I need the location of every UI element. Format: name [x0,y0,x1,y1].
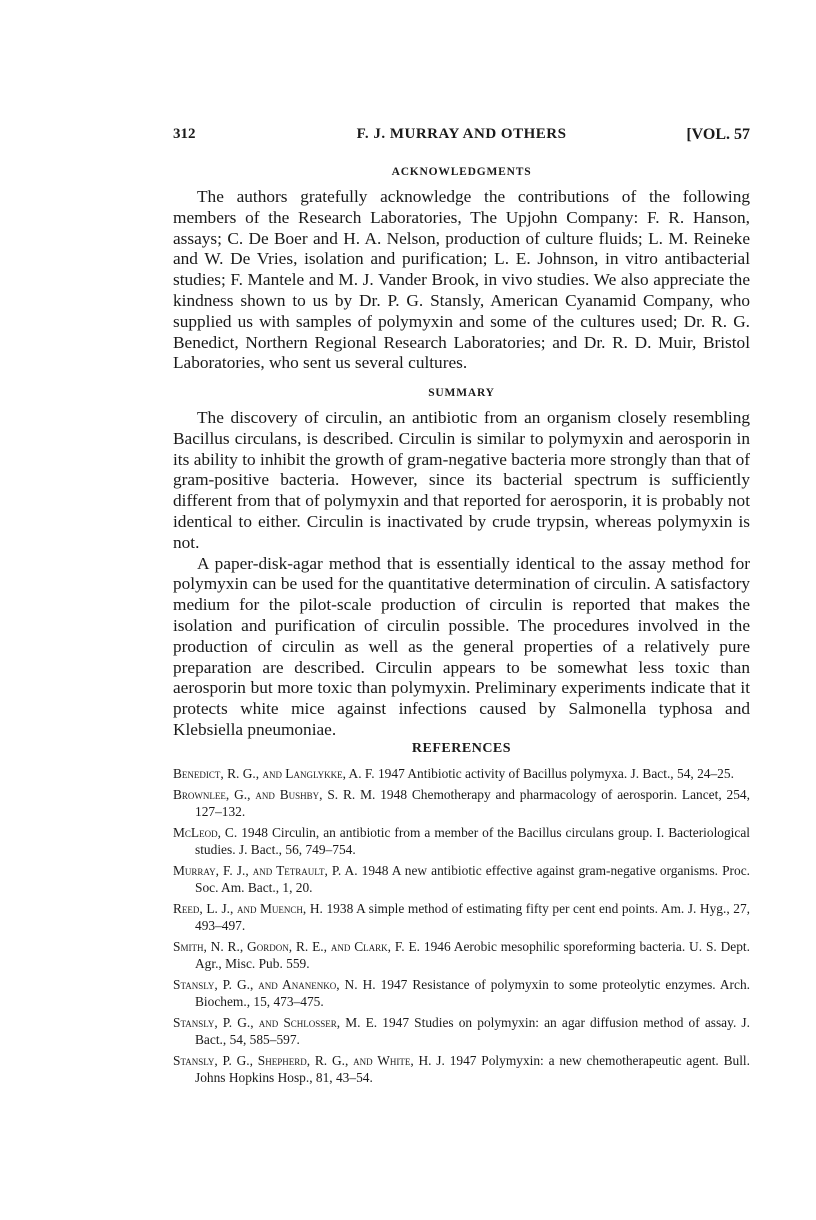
summary-paragraph: The discovery of circulin, an antibiotic from an organism closely resembling Bacillus circulans, is described. Circulin is similar to polymyxin and aerosporin in its ability to inhibit the growth of gram-negative bacteria more strongly than that of gram-positive bacteria. However, since its bacterial spectrum is sufficiently different from that of polymyxin and that reported for aerosporin, it is probably not identical to either. Circulin is inactivated by crude trypsin, whereas polymyxin is not. [173,408,750,552]
summary-body [173,408,750,741]
reference-item [173,938,750,973]
reference-item [173,786,750,821]
references-heading: REFERENCES [411,741,512,756]
acknowledgments-body [173,187,750,374]
reference-text: 1947 Polymyxin: a new chemotherapeutic agent. Bull. Johns Hopkins Hosp., 81, 43–54. [195,1052,750,1085]
reference-item [173,1014,750,1049]
reference-authors: Stansly, P. G., and Schlosser, M. E. [173,1014,378,1030]
summary-heading: SUMMARY [428,387,495,399]
reference-authors: Smith, N. R., Gordon, R. E., and Clark, F. E. [173,938,421,954]
summary-paragraph: A paper-disk-agar method that is essentially identical to the assay method for polymyxin can be used for the quantitative determination of circulin. A satisfactory medium for the pilot-scale production of circulin is reported that makes the isolation and purification of circulin possible. The procedures involved in the production of circulin as well as the general properties of a relatively pure preparation are described. Circulin appears to be somewhat less toxic than aerosporin but more toxic than polymyxin. Preliminary experiments indicate that it protects white mice against infections caused by Salmonella typhosa and Klebsiella pneumoniae. [173,553,750,739]
volume-label: [VOL. 57 [686,126,750,143]
reference-item [173,976,750,1011]
reference-text: 1947 Studies on polymyxin: an agar diffusion method of assay. J. Bact., 54, 585–597. [195,1014,750,1047]
acknowledgments-paragraph: The authors gratefully acknowledge the contributions of the following members of the Research Laboratories, The Upjohn Company: F. R. Hanson, assays; C. De Boer and H. A. Nelson, production of culture fluids; L. M. Reineke and W. De Vries, isolation and purification; L. E. Johnson, in vitro antibacterial studies; F. Mantele and M. J. Vander Brook, in vivo studies. We also appreciate the kindness shown to us by Dr. P. G. Stansly, American Cyanamid Company, who supplied us with samples of polymyxin and some of the cultures used; Dr. R. G. Benedict, Northern Regional Research Laboratories; and Dr. R. D. Muir, Bristol Laboratories, who sent us several cultures. [173,187,750,373]
reference-authors: McLeod, C. [173,824,238,840]
reference-authors: Benedict, R. G., and Langlykke, A. F. [173,766,375,781]
references-list [173,765,750,1090]
reference-item [173,1052,750,1087]
reference-text: 1948 Circulin, an antibiotic from a member of the Bacillus circulans group. I. Bacteriological studies. J. Bact., 56, 749–754. [195,824,751,857]
page-number: 312 [173,126,196,142]
running-head-authors: F. J. MURRAY AND OTHERS [356,126,567,142]
reference-authors: Stansly, P. G., Shepherd, R. G., and White, H. J. [173,1052,445,1068]
reference-authors: Stansly, P. G., and Ananenko, N. H. [173,976,376,992]
reference-text: 1947 Resistance of polymyxin to some proteolytic enzymes. Arch. Biochem., 15, 473–475. [195,976,750,1009]
reference-text: 1947 Antibiotic activity of Bacillus polymyxa. J. Bact., 54, 24–25. [377,766,734,781]
reference-text: 1948 A new antibiotic effective against gram-negative organisms. Proc. Soc. Am. Bact., 1, 20. [195,862,750,895]
reference-item [173,824,750,859]
reference-item [173,862,750,897]
reference-item [173,900,750,935]
reference-text: 1938 A simple method of estimating fifty per cent end points. Am. J. Hyg., 27, 493–497. [195,900,751,933]
reference-item [173,765,750,783]
reference-authors: Murray, F. J., and Tetrault, P. A. [173,862,358,878]
running-head [173,126,750,148]
reference-text: 1946 Aerobic mesophilic sporeforming bacteria. U. S. Dept. Agr., Misc. Pub. 559. [195,938,750,971]
reference-text: 1948 Chemotherapy and pharmacology of aerosporin. Lancet, 254, 127–132. [195,786,750,819]
reference-authors: Reed, L. J., and Muench, H. [173,900,323,916]
acknowledgments-heading: ACKNOWLEDGMENTS [391,166,532,178]
reference-authors: Brownlee, G., and Bushby, S. R. M. [173,786,376,802]
